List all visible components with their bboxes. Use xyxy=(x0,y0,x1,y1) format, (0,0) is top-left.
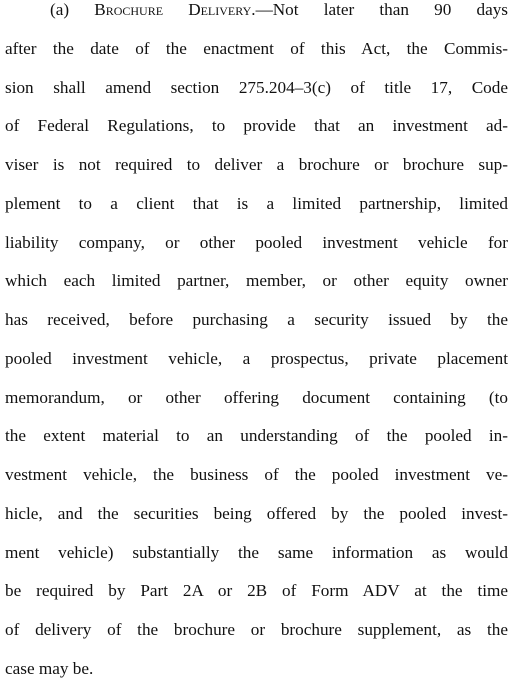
line-text: —Not later than 90 days xyxy=(255,0,508,19)
paragraph-line-6: plement to a client that is a limited partnership, limited xyxy=(5,194,508,213)
paragraph-line-13: vestment vehicle, the business of the pooled investment ve- xyxy=(5,465,508,484)
paragraph-heading: Brochure Delivery. xyxy=(94,0,256,19)
paragraph-line-14: hicle, and the securities being offered by the pooled invest- xyxy=(5,504,508,523)
paragraph-line-17: of delivery of the brochure or brochure supplement, as the xyxy=(5,620,508,639)
paragraph-line-11: memorandum, or other offering document containing (to xyxy=(5,388,508,407)
paragraph-line-15: ment vehicle) substantially the same information as would xyxy=(5,543,508,562)
paragraph-line-16: be required by Part 2A or 2B of Form ADV at the time xyxy=(5,581,508,600)
paragraph-line-4: of Federal Regulations, to provide that an investment ad- xyxy=(5,116,508,135)
paragraph-line-2: after the date of the enactment of this Act, the Commis- xyxy=(5,39,508,58)
paragraph-line-12: the extent material to an understanding of the pooled in- xyxy=(5,426,508,445)
paragraph-line-5: viser is not required to deliver a brochure or brochure sup- xyxy=(5,155,508,174)
paragraph-marker: (a) xyxy=(50,0,70,19)
paragraph-line-9: has received, before purchasing a security issued by the xyxy=(5,310,508,329)
paragraph-line-7: liability company, or other pooled investment vehicle for xyxy=(5,233,508,252)
paragraph-line-1 xyxy=(50,0,508,20)
paragraph-line-8: which each limited partner, member, or other equity owner xyxy=(5,271,508,290)
paragraph-line-18: case may be. xyxy=(5,659,94,678)
paragraph-line-3: sion shall amend section 275.204–3(c) of title 17, Code xyxy=(5,78,508,97)
paragraph-line-10: pooled investment vehicle, a prospectus, private placement xyxy=(5,349,508,368)
